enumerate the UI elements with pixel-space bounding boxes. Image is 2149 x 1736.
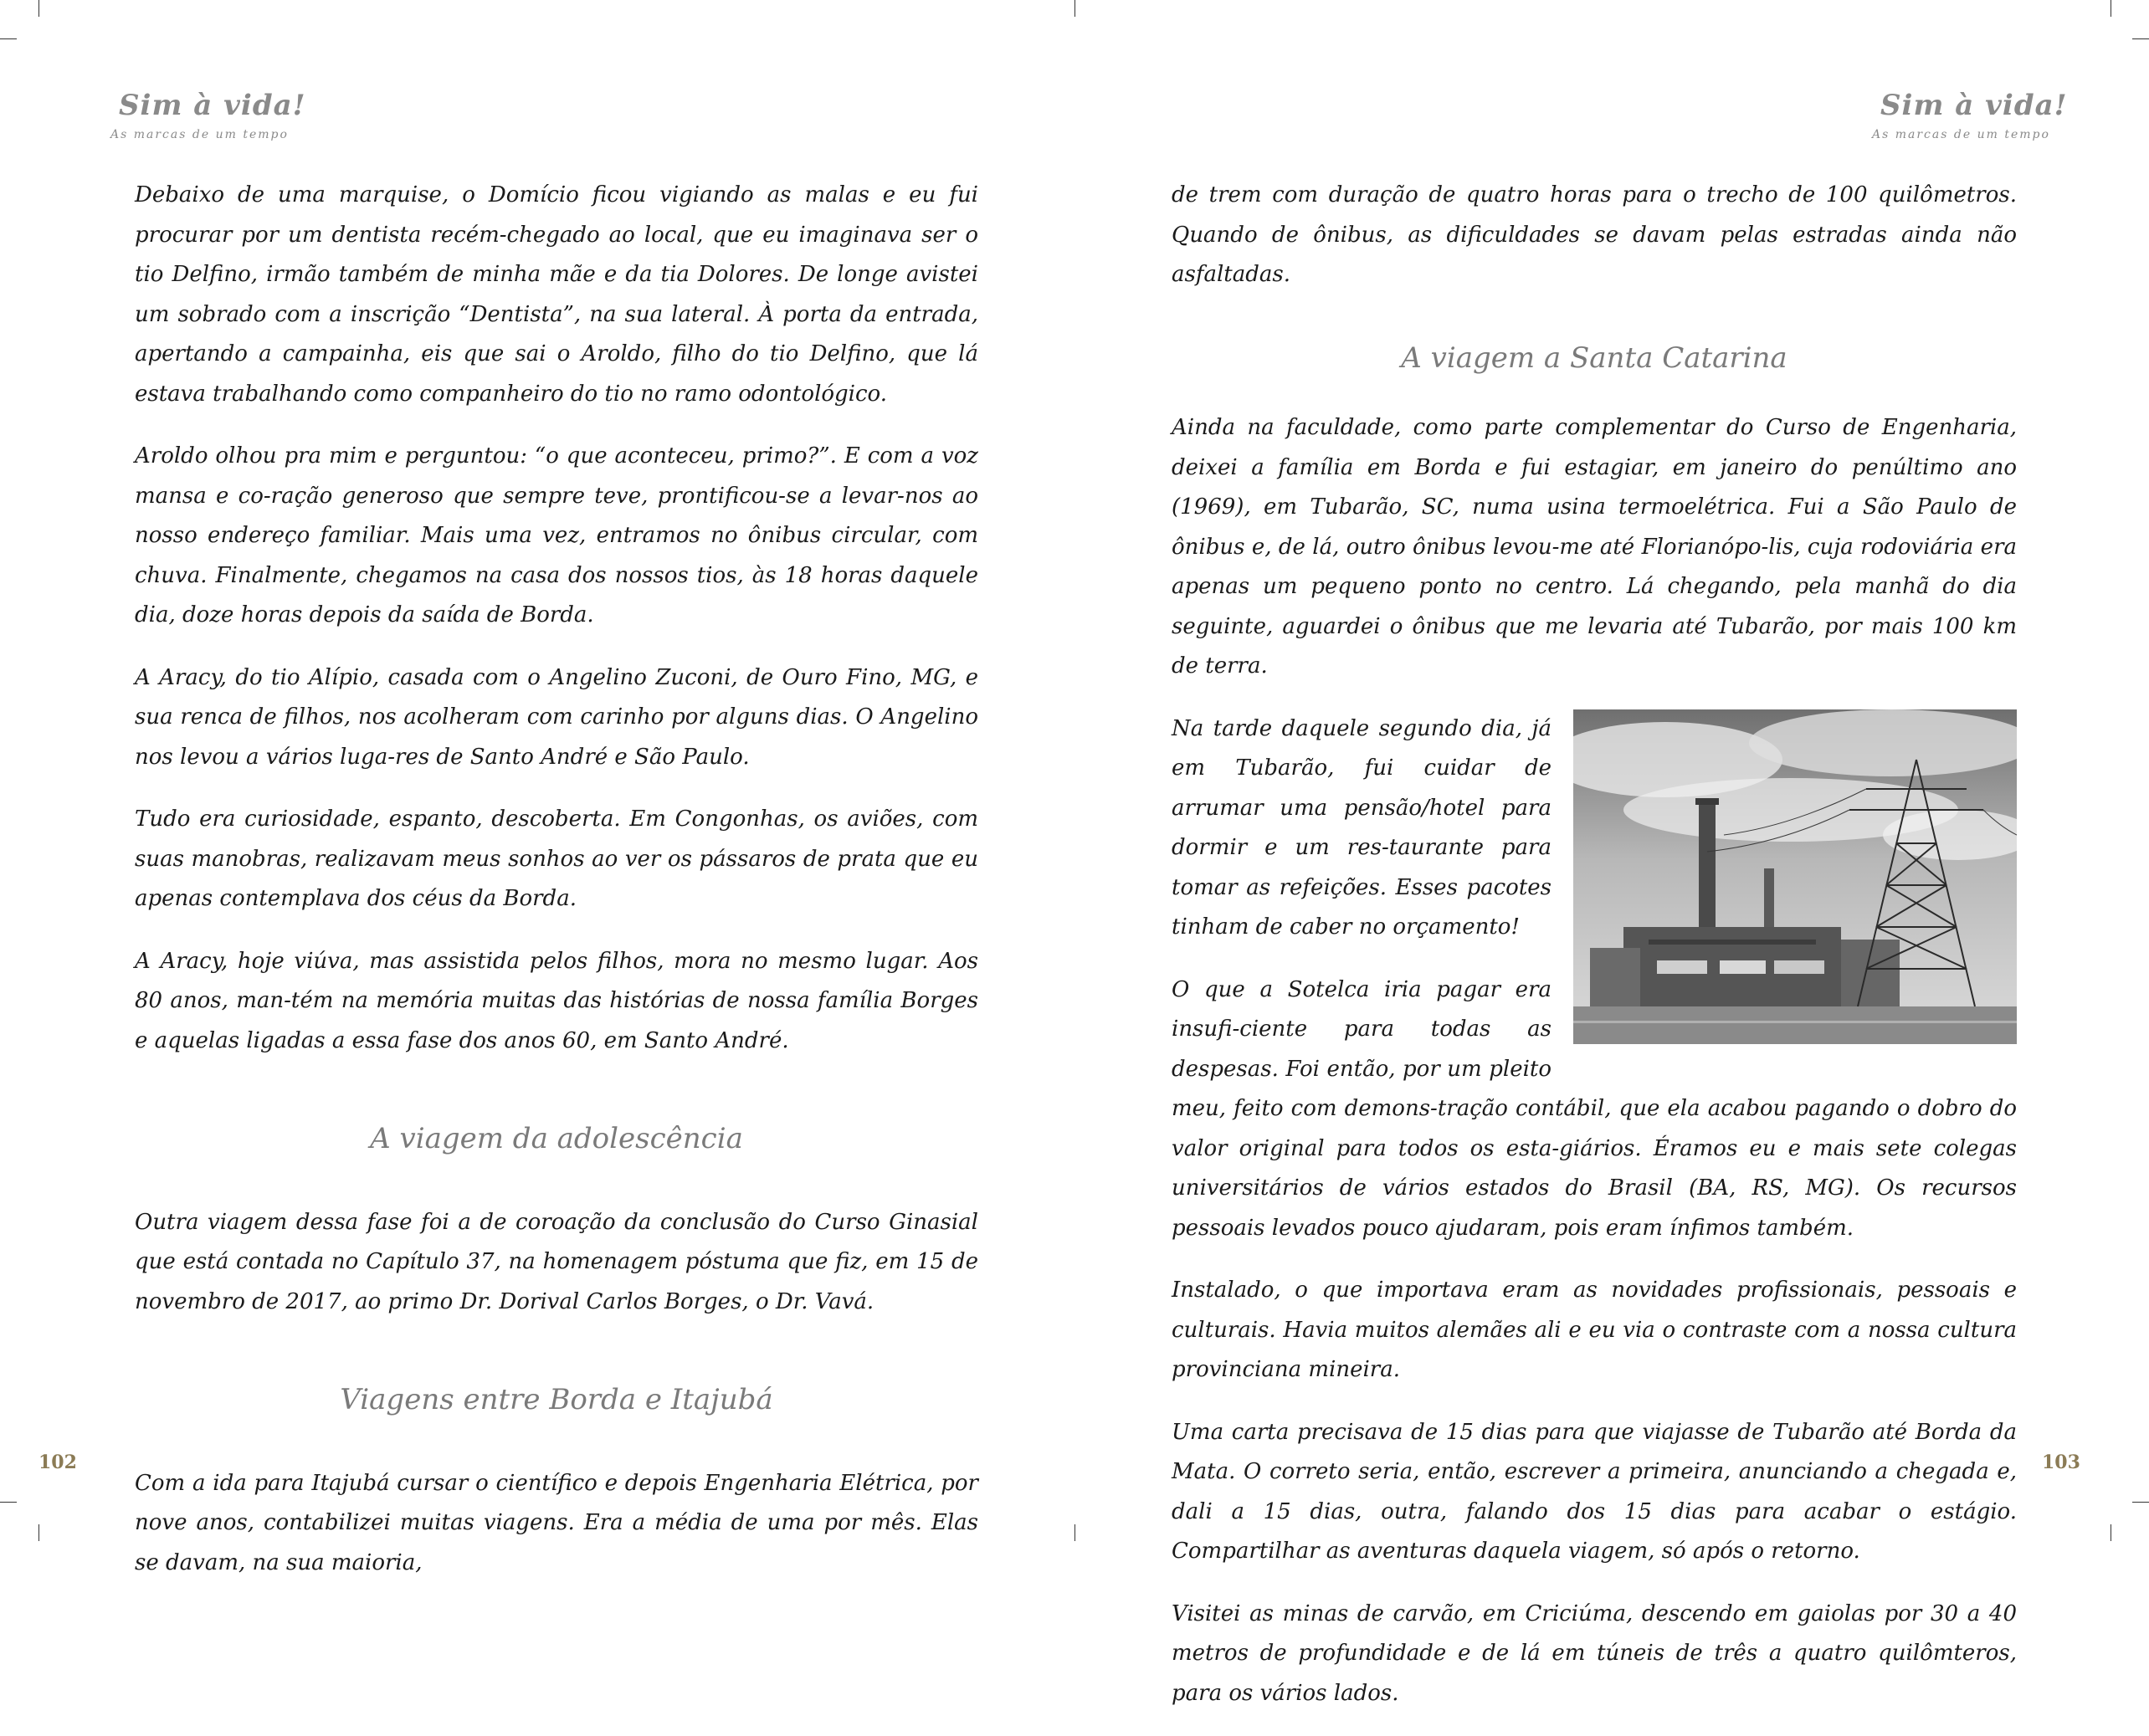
power-plant-photo <box>1573 709 2017 1044</box>
paragraph: Visitei as minas de carvão, em Criciúma, descendo em gaiolas por 30 a 40 metros de profundidade e de lá em túneis de três a quatro quilômteros, para os vários lados. <box>1172 1600 2017 1706</box>
section-heading: A viagem a Santa Catarina <box>1401 341 1787 375</box>
paragraph: Na tarde daquele segundo dia, já em Tubarão, fui cuidar de arrumar uma pensão/hotel para dormir e um res-taurante para tomar as refeições. Esses pacotes tinham de caber no orçamento! <box>1172 715 1551 940</box>
thermoelectric-plant-image <box>1573 709 2017 1044</box>
running-header-title: Sim à vida! <box>1880 89 2068 122</box>
paragraph: A Aracy, do tio Alípio, casada com o Angelino Zuconi, de Ouro Fino, MG, e sua renca de filhos, nos acolheram com carinho por alguns dias. O Angelino nos levou a vários luga-res de Santo André e São Paulo. <box>135 664 978 770</box>
page-number: 103 <box>2042 1452 2080 1473</box>
crop-mark <box>0 1502 17 1503</box>
right-page <box>1074 0 2149 1706</box>
right-body-text <box>1172 176 2017 1736</box>
paragraph: A Aracy, hoje viúva, mas assistida pelos filhos, mora no mesmo lugar. Aos 80 anos, man-tém na memória muitas das histórias de nossa família Borges e aquelas ligadas a essa fase dos anos 60, em Santo André. <box>135 948 978 1053</box>
running-header-title: Sim à vida! <box>119 89 306 122</box>
running-header-subtitle: As marcas de um tempo <box>1872 128 2050 141</box>
paragraph: de trem com duração de quatro horas para o trecho de 100 quilômetros. Quando de ônibus, as dificuldades se davam pelas estradas ainda não asfaltadas. <box>1172 182 2017 287</box>
left-body-text <box>135 176 978 1605</box>
page-number: 102 <box>38 1452 77 1473</box>
paragraph: Ainda na faculdade, como parte complementar do Curso de Engenharia, deixei a família em Borda e fui estagiar, em janeiro do penúltimo ano (1969), em Tubarão, SC, numa usina termoelétrica. Fui a São Paulo de ônibus e, de lá, outro ônibus levou-me até Florianópo-lis, cuja rodoviária era apenas um pequeno ponto no centro. Lá chegando, pela manhã do dia seguinte, aguardei o ônibus que me levaria até Tubarão, por mais 100 km de terra. <box>1172 415 2017 679</box>
paragraph: Tudo era curiosidade, espanto, descoberta. Em Congonhas, os aviões, com suas manobras, realizavam meus sonhos ao ver os pássaros de prata que eu apenas contemplava dos céus da Borda. <box>135 807 978 911</box>
paragraph: O que a Sotelca iria pagar era insufi-ciente para todas as despesas. Foi então, por um pleito meu, feito com demons-tração contábil, que ela acabou pagando o dobro do valor original para todos os esta-giários. Éramos eu e mais sete colegas universitários de vários estados do Brasil (BA, RS, MG). Os recursos pessoais levados pouco ajudaram, pois eram ínfimos também. <box>1172 976 2017 1241</box>
left-page <box>0 0 1074 1575</box>
crop-mark <box>2132 38 2149 39</box>
section-heading: A viagem da adolescência <box>370 1122 743 1155</box>
road <box>1573 1006 2017 1044</box>
running-header-subtitle: As marcas de um tempo <box>110 128 289 141</box>
spine-mark <box>1074 1524 1075 1541</box>
crop-mark <box>2132 1502 2149 1503</box>
paragraph: Aroldo olhou pra mim e perguntou: “o que aconteceu, primo?”. E com a voz mansa e co-ração generoso que sempre teve, prontificou-se a levar-nos ao nosso endereço familiar. Mais uma vez, entramos no ônibus circular, com chuva. Finalmente, chegamos na casa dos nossos tios, às 18 horas daquele dia, doze horas depois da saída de Borda. <box>135 443 978 627</box>
spine-mark <box>1074 0 1075 17</box>
paragraph: Instalado, o que importava eram as novidades profissionais, pessoais e culturais. Havia muitos alemães ali e eu via o contraste com a nossa cultura provinciana mineira. <box>1172 1278 2017 1382</box>
crop-mark <box>38 0 39 17</box>
chimney <box>1699 801 1716 944</box>
paragraph: Outra viagem dessa fase foi a de coroação da conclusão do Curso Ginasial que está contada no Capítulo 37, na homenagem póstuma que fiz, em 15 de novembro de 2017, ao primo Dr. Dorival Carlos Borges, o Dr. Vavá. <box>135 1209 978 1314</box>
paragraph: Uma carta precisava de 15 dias para que viajasse de Tubarão até Borda da Mata. O correto seria, então, escrever a primeira, anunciando a chegada e, dali a 15 dias, outra, falando dos 15 dias para acabar o estágio. Compartilhar as aventuras daquela viagem, só após o retorno. <box>1172 1419 2017 1564</box>
crop-mark <box>38 1524 39 1541</box>
paragraph: Debaixo de uma marquise, o Domício ficou vigiando as malas e eu fui procurar por um dentista recém-chegado ao local, que eu imaginava ser o tio Delfino, irmão também de minha mãe e da tia Dolores. De longe avistei um sobrado com a inscrição “Dentista”, na sua lateral. À porta da entrada, apertando a campainha, eis que sai o Aroldo, filho do tio Delfino, que lá estava trabalhando como companheiro do tio no ramo odontológico. <box>135 182 978 407</box>
paragraph: Com a ida para Itajubá cursar o científico e depois Engenharia Elétrica, por nove anos, contabilizei muitas viagens. Era a média de uma por mês. Elas se davam, na sua maioria, <box>135 1470 978 1575</box>
crop-mark <box>0 38 17 39</box>
section-heading: Viagens entre Borda e Itajubá <box>340 1383 773 1416</box>
